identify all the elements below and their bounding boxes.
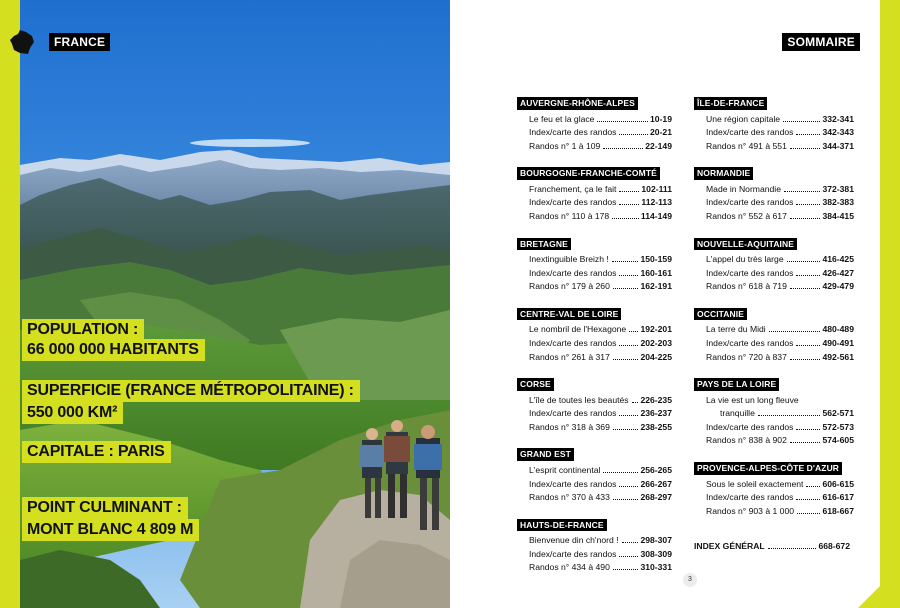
country-tag: FRANCE xyxy=(49,33,110,51)
section-title: BRETAGNE xyxy=(517,238,571,251)
toc-entry-pages: 160-161 xyxy=(640,267,672,278)
leader-dots xyxy=(619,345,638,346)
section-title: HAUTS-DE-FRANCE xyxy=(517,519,607,532)
toc-entry[interactable] xyxy=(517,267,672,281)
toc-entry-pages: 480-489 xyxy=(822,324,854,335)
toc-entry-pages: 332-341 xyxy=(822,113,854,124)
leader-dots xyxy=(796,345,820,346)
toc-section xyxy=(517,304,672,364)
section-title: CENTRE-VAL DE LOIRE xyxy=(517,308,621,321)
toc-entry[interactable] xyxy=(694,323,854,337)
toc-entry-label: Index/carte des randos xyxy=(706,127,794,138)
leader-dots xyxy=(787,261,821,262)
toc-section xyxy=(517,93,672,153)
leader-dots xyxy=(783,121,820,122)
toc-entry-pages: 112-113 xyxy=(641,197,672,208)
right-edge-bar xyxy=(880,0,900,608)
section-title: AUVERGNE-RHÔNE-ALPES xyxy=(517,97,638,110)
toc-entry-label: Inextinguible Breizh ! xyxy=(529,254,609,265)
leader-dots xyxy=(806,486,820,487)
toc-entry-label: Index/carte des randos xyxy=(529,548,617,559)
index-general-pages: 668-672 xyxy=(818,541,850,551)
toc-entry-pages: 429-479 xyxy=(822,281,854,292)
toc-entry-label: Randos n° 552 à 617 xyxy=(706,210,787,221)
toc-entry-label: Index/carte des randos xyxy=(529,408,617,419)
toc-entry[interactable] xyxy=(694,210,854,224)
toc-entry-label: L'esprit continental xyxy=(529,464,601,475)
toc-entry-pages: 574-605 xyxy=(822,435,854,446)
toc-entry[interactable] xyxy=(694,478,854,492)
toc-column-right xyxy=(694,93,854,528)
fact-area-value: 550 000 KM² xyxy=(22,402,123,424)
toc-entry[interactable] xyxy=(694,407,854,421)
toc-entry-pages: 202-203 xyxy=(640,337,672,348)
toc-entry[interactable] xyxy=(694,337,854,351)
toc-entry-label: Index/carte des randos xyxy=(706,337,794,348)
toc-entry[interactable] xyxy=(517,253,672,267)
toc-entry-label: Randos n° 903 à 1 000 xyxy=(706,505,795,516)
toc-section xyxy=(694,234,854,294)
leader-dots xyxy=(622,542,639,543)
leader-dots xyxy=(796,134,820,135)
leader-dots xyxy=(603,472,638,473)
toc-entry[interactable] xyxy=(694,491,854,505)
toc-entry[interactable] xyxy=(694,126,854,140)
leader-dots xyxy=(619,275,638,276)
section-title: ÎLE-DE-FRANCE xyxy=(694,97,767,110)
toc-entry[interactable] xyxy=(694,113,854,127)
leader-dots xyxy=(790,218,821,219)
toc-entry-label: tranquille xyxy=(720,408,755,419)
toc-entry-pages: 20-21 xyxy=(650,127,672,138)
toc-entry-label: Index/carte des randos xyxy=(706,267,794,278)
toc-entry-pages: 426-427 xyxy=(822,267,854,278)
toc-entry-pages: 298-307 xyxy=(640,535,672,546)
leader-dots xyxy=(769,331,821,332)
toc-section xyxy=(694,163,854,223)
toc-entry-label: Index/carte des randos xyxy=(529,337,617,348)
section-title: GRAND EST xyxy=(517,448,574,461)
corner-triangle xyxy=(858,586,880,608)
toc-section xyxy=(517,234,672,294)
toc-entry-pages: 492-561 xyxy=(822,351,854,362)
toc-entry-pages: 226-235 xyxy=(640,394,672,405)
fact-summit-value: MONT BLANC 4 809 M xyxy=(22,519,199,541)
toc-section xyxy=(694,458,854,518)
toc-entry-label: Index/carte des randos xyxy=(529,197,617,208)
toc-entry-pages: 10-19 xyxy=(650,113,672,124)
toc-entry[interactable] xyxy=(517,280,672,294)
toc-entry-label: Randos n° 318 à 369 xyxy=(529,421,610,432)
toc-entry-label: Randos n° 434 à 490 xyxy=(529,562,610,573)
toc-entry[interactable] xyxy=(694,267,854,281)
leader-dots xyxy=(619,134,648,135)
toc-entry[interactable] xyxy=(517,478,672,492)
toc-entry-pages: 102-111 xyxy=(641,183,672,194)
leader-dots xyxy=(619,486,638,487)
toc-entry-pages: 618-667 xyxy=(822,505,854,516)
leader-dots xyxy=(629,331,638,332)
toc-entry-pages: 310-331 xyxy=(640,562,672,573)
leader-dots xyxy=(613,288,639,289)
right-page xyxy=(450,0,900,608)
leader-dots xyxy=(790,148,821,149)
toc-entry-pages: 572-573 xyxy=(822,421,854,432)
toc-entry-label: Le feu et la glace xyxy=(529,113,595,124)
toc-entry[interactable] xyxy=(517,196,672,210)
toc-entry[interactable] xyxy=(517,337,672,351)
toc-entry[interactable] xyxy=(694,140,854,154)
toc-entry-label: L'appel du très large xyxy=(706,254,784,265)
toc-entry[interactable] xyxy=(694,434,854,448)
france-map-icon xyxy=(8,28,38,56)
toc-entry-label: Randos n° 179 à 260 xyxy=(529,281,610,292)
leader-dots xyxy=(613,569,639,570)
index-general-label: INDEX GÉNÉRAL xyxy=(694,541,765,551)
toc-entry-label: Made in Normandie xyxy=(706,183,781,194)
toc-entry-pages: 490-491 xyxy=(822,337,854,348)
toc-entry-pages: 372-381 xyxy=(822,183,854,194)
toc-entry-label: Bienvenue din ch'nord ! xyxy=(529,535,619,546)
leader-dots xyxy=(619,204,639,205)
leader-dots xyxy=(796,429,820,430)
leader-dots xyxy=(619,556,638,557)
toc-entry[interactable] xyxy=(517,491,672,505)
section-title: NORMANDIE xyxy=(694,167,753,180)
leader-dots xyxy=(632,402,639,403)
leader-dots xyxy=(619,415,638,416)
toc-entry[interactable] xyxy=(517,323,672,337)
fact-population-value: 66 000 000 HABITANTS xyxy=(22,339,205,361)
toc-entry-label: L'île de toutes les beautés xyxy=(529,394,629,405)
toc-entry-label: Sous le soleil exactement xyxy=(706,478,804,489)
toc-entry[interactable] xyxy=(517,421,672,435)
section-title: NOUVELLE-AQUITAINE xyxy=(694,238,797,251)
toc-entry-label: La terre du Midi xyxy=(706,324,766,335)
sommaire-tag: SOMMAIRE xyxy=(782,33,860,51)
leader-dots xyxy=(613,429,639,430)
toc-entry[interactable] xyxy=(517,210,672,224)
leader-dots xyxy=(612,218,639,219)
toc-entry[interactable] xyxy=(694,421,854,435)
toc-section xyxy=(517,444,672,504)
toc-entry-pages: 162-191 xyxy=(640,281,672,292)
section-title: BOURGOGNE-FRANCHE-COMTÉ xyxy=(517,167,660,180)
toc-entry-label: Le nombril de l'Hexagone xyxy=(529,324,627,335)
toc-entry-label: Randos n° 1 à 109 xyxy=(529,140,601,151)
toc-entry-label: Randos n° 720 à 837 xyxy=(706,351,787,362)
toc-entry-label: Une région capitale xyxy=(706,113,781,124)
toc-entry-pages: 342-343 xyxy=(822,127,854,138)
toc-entry[interactable] xyxy=(517,351,672,365)
leader-dots xyxy=(758,415,821,416)
toc-entry[interactable] xyxy=(517,561,672,575)
toc-entry-pages: 150-159 xyxy=(640,254,672,265)
toc-entry-label: Randos n° 618 à 719 xyxy=(706,281,787,292)
toc-entry-pages: 384-415 xyxy=(822,210,854,221)
toc-entry-pages: 416-425 xyxy=(822,254,854,265)
toc-entry[interactable] xyxy=(517,407,672,421)
toc-section xyxy=(517,163,672,223)
toc-entry[interactable] xyxy=(694,351,854,365)
fact-capital: CAPITALE : PARIS xyxy=(22,441,171,463)
leader-dots xyxy=(613,359,639,360)
toc-entry-pages: 204-225 xyxy=(640,351,672,362)
toc-entry-label: Index/carte des randos xyxy=(529,127,617,138)
leader-dots xyxy=(790,288,821,289)
toc-entry[interactable] xyxy=(517,113,672,127)
toc-entry-label: Randos n° 370 à 433 xyxy=(529,492,610,503)
toc-entry[interactable] xyxy=(517,534,672,548)
toc-entry-pages: 114-149 xyxy=(640,210,672,221)
toc-column-left xyxy=(517,93,672,585)
toc-section xyxy=(694,93,854,153)
leader-dots xyxy=(603,148,643,149)
page-number: 3 xyxy=(683,573,697,587)
toc-entry-label: Randos n° 838 à 902 xyxy=(706,435,787,446)
toc-entry[interactable] xyxy=(517,183,672,197)
leader-dots xyxy=(796,499,820,500)
toc-entry-pages: 616-617 xyxy=(822,492,854,503)
toc-entry-label: Index/carte des randos xyxy=(706,492,794,503)
toc-entry-pages: 236-237 xyxy=(640,408,672,419)
leader-dots xyxy=(597,121,648,122)
toc-entry[interactable] xyxy=(694,394,854,408)
toc-entry-label: Randos n° 491 à 551 xyxy=(706,140,787,151)
fact-summit-label: POINT CULMINANT : xyxy=(22,497,188,519)
leader-dots xyxy=(612,261,639,262)
leader-dots xyxy=(790,442,821,443)
leader-dots xyxy=(784,191,820,192)
toc-entry[interactable] xyxy=(517,126,672,140)
fact-population-label: POPULATION : xyxy=(22,319,144,341)
toc-entry-pages: 256-265 xyxy=(640,464,672,475)
section-title: PROVENCE-ALPES-CÔTE D'AZUR xyxy=(694,462,842,475)
section-title: OCCITANIE xyxy=(694,308,747,321)
toc-entry-label: Index/carte des randos xyxy=(529,478,617,489)
toc-entry[interactable] xyxy=(694,253,854,267)
toc-section xyxy=(694,304,854,364)
toc-entry-label: La vie est un long fleuve xyxy=(706,394,799,405)
toc-entry-label: Randos n° 261 à 317 xyxy=(529,351,610,362)
toc-entry[interactable] xyxy=(517,548,672,562)
toc-entry-pages: 266-267 xyxy=(640,478,672,489)
toc-entry[interactable] xyxy=(694,183,854,197)
toc-section xyxy=(694,374,854,448)
leader-dots xyxy=(619,191,639,192)
toc-entry[interactable] xyxy=(517,464,672,478)
toc-entry-label: Randos n° 110 à 178 xyxy=(529,210,610,221)
leader-dots xyxy=(796,204,820,205)
section-title: PAYS DE LA LOIRE xyxy=(694,378,779,391)
toc-entry[interactable] xyxy=(517,140,672,154)
leader-dots xyxy=(790,359,821,360)
toc-entry[interactable] xyxy=(694,280,854,294)
toc-entry-pages: 562-571 xyxy=(822,408,854,419)
section-title: CORSE xyxy=(517,378,554,391)
toc-entry[interactable] xyxy=(694,196,854,210)
toc-section xyxy=(517,515,672,575)
toc-entry-label: Index/carte des randos xyxy=(529,267,617,278)
leader-dots xyxy=(797,513,820,514)
toc-entry[interactable] xyxy=(694,505,854,519)
toc-section xyxy=(517,374,672,434)
toc-entry-pages: 308-309 xyxy=(640,548,672,559)
toc-entry-pages: 382-383 xyxy=(822,197,854,208)
toc-entry-pages: 606-615 xyxy=(822,478,854,489)
toc-entry-pages: 192-201 xyxy=(640,324,672,335)
toc-entry-pages: 268-297 xyxy=(640,492,672,503)
index-general-entry[interactable] xyxy=(694,541,850,551)
toc-entry-label: Index/carte des randos xyxy=(706,421,794,432)
leader-dots xyxy=(796,275,820,276)
leader-dots xyxy=(768,548,817,549)
fact-area-label: SUPERFICIE (FRANCE MÉTROPOLITAINE) : xyxy=(22,380,360,402)
leader-dots xyxy=(613,499,639,500)
toc-entry-pages: 238-255 xyxy=(640,421,672,432)
toc-entry-pages: 344-371 xyxy=(822,140,854,151)
toc-entry[interactable] xyxy=(517,394,672,408)
toc-entry-pages: 22-149 xyxy=(645,140,672,151)
toc-entry-label: Franchement, ça le fait xyxy=(529,183,617,194)
toc-entry-label: Index/carte des randos xyxy=(706,197,794,208)
